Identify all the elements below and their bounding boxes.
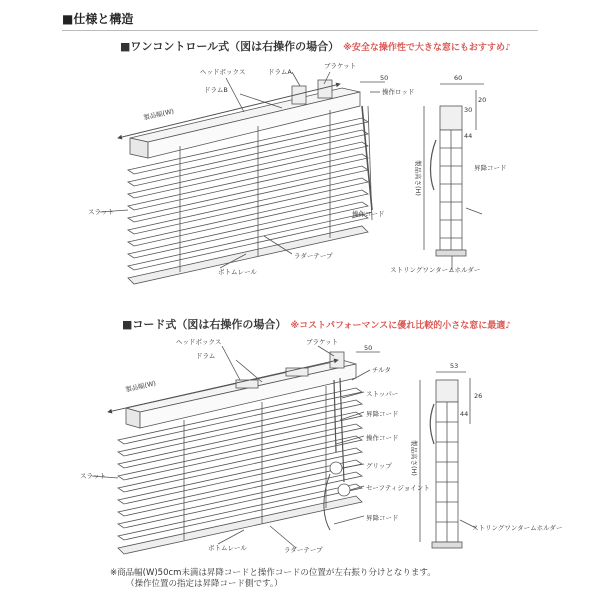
label-drum-2: ドラム bbox=[196, 352, 216, 360]
label-side-44-2: 44 bbox=[460, 410, 469, 418]
label-width-1: 製品幅(W) bbox=[142, 107, 175, 122]
label-width-2: 製品幅(W) bbox=[124, 379, 157, 394]
section1-note: ※安全な操作性で大きな窓にもおすすめ♪ bbox=[343, 43, 511, 53]
label-headbox-2: ヘッドボックス bbox=[176, 338, 222, 346]
label-stat-2: スラット bbox=[80, 472, 106, 480]
label-side-44-1: 44 bbox=[464, 132, 473, 140]
blind1-drawing bbox=[100, 72, 385, 284]
label-bottom-rail-2: ボトムレール bbox=[208, 544, 247, 552]
section-header: ■仕様と構造 bbox=[62, 12, 134, 26]
blind1-side-view bbox=[424, 84, 487, 270]
blind2-side-view bbox=[420, 372, 476, 548]
footnote-line2: （操作位置の指定は昇降コード側です。） bbox=[126, 579, 283, 589]
label-side-30: 30 bbox=[464, 106, 473, 114]
label-side-26: 26 bbox=[474, 392, 483, 400]
label-string-holder-2: ストリングワンタームホルダー bbox=[472, 524, 563, 532]
label-string-holder-1: ストリングワンタームホルダー bbox=[390, 266, 481, 274]
label-bracket-1: ブラケット bbox=[324, 62, 357, 70]
label-headbox-1: ヘッドボックス bbox=[200, 68, 246, 76]
label-side-53: 53 bbox=[450, 362, 459, 370]
label-tilt: チルタ bbox=[372, 366, 391, 374]
label-stopper: ストッパー bbox=[366, 390, 399, 398]
label-drum-a: ドラムA bbox=[268, 68, 292, 76]
label-height-1: 製品高さ(H) bbox=[414, 160, 422, 196]
footnote bbox=[110, 568, 436, 590]
label-drum-b: ドラムB bbox=[204, 86, 228, 94]
blind2-drawing bbox=[92, 346, 380, 554]
section1-title-text: ■ワンコントロール式（図は右操作の場合） bbox=[120, 40, 340, 53]
label-operating-cord-1: 操作コード bbox=[352, 210, 385, 218]
label-stat-1: スラット bbox=[88, 208, 114, 216]
label-bracket-2: ブラケット bbox=[306, 338, 339, 346]
label-side-60: 60 bbox=[454, 74, 463, 82]
label-lift-cord-2: 昇降コード bbox=[366, 410, 399, 418]
label-dim-50-2: 50 bbox=[364, 344, 373, 352]
label-ladder-tape-1: ラダーテープ bbox=[294, 252, 333, 260]
section2-note: ※コストパフォーマンスに優れ比較的小さな窓に最適♪ bbox=[290, 321, 512, 331]
label-operating-cord-2: 昇降コード bbox=[366, 514, 399, 522]
label-operating-rod: 操作ロッド bbox=[382, 88, 415, 96]
label-height-2: 製品高さ(H) bbox=[410, 440, 418, 476]
footnote-line1: ※商品幅(W)50cm未満は昇降コードと操作コードの位置が左右振り分けとなります。 bbox=[110, 568, 436, 578]
label-lift-cord-1: 昇降コード bbox=[474, 164, 507, 172]
label-ladder-tape-2: ラダーテープ bbox=[284, 546, 323, 554]
label-bottom-rail-1: ボトムレール bbox=[218, 268, 257, 276]
label-dim-50-1: 50 bbox=[380, 74, 389, 82]
label-tilt-cord: 操作コード bbox=[366, 434, 399, 442]
label-safety-joint: セーフティジョイント bbox=[366, 484, 430, 492]
label-side-20: 20 bbox=[478, 96, 487, 104]
section2-title-text: ■コード式（図は右操作の場合） bbox=[122, 318, 287, 331]
label-grip: グリップ bbox=[366, 462, 392, 470]
